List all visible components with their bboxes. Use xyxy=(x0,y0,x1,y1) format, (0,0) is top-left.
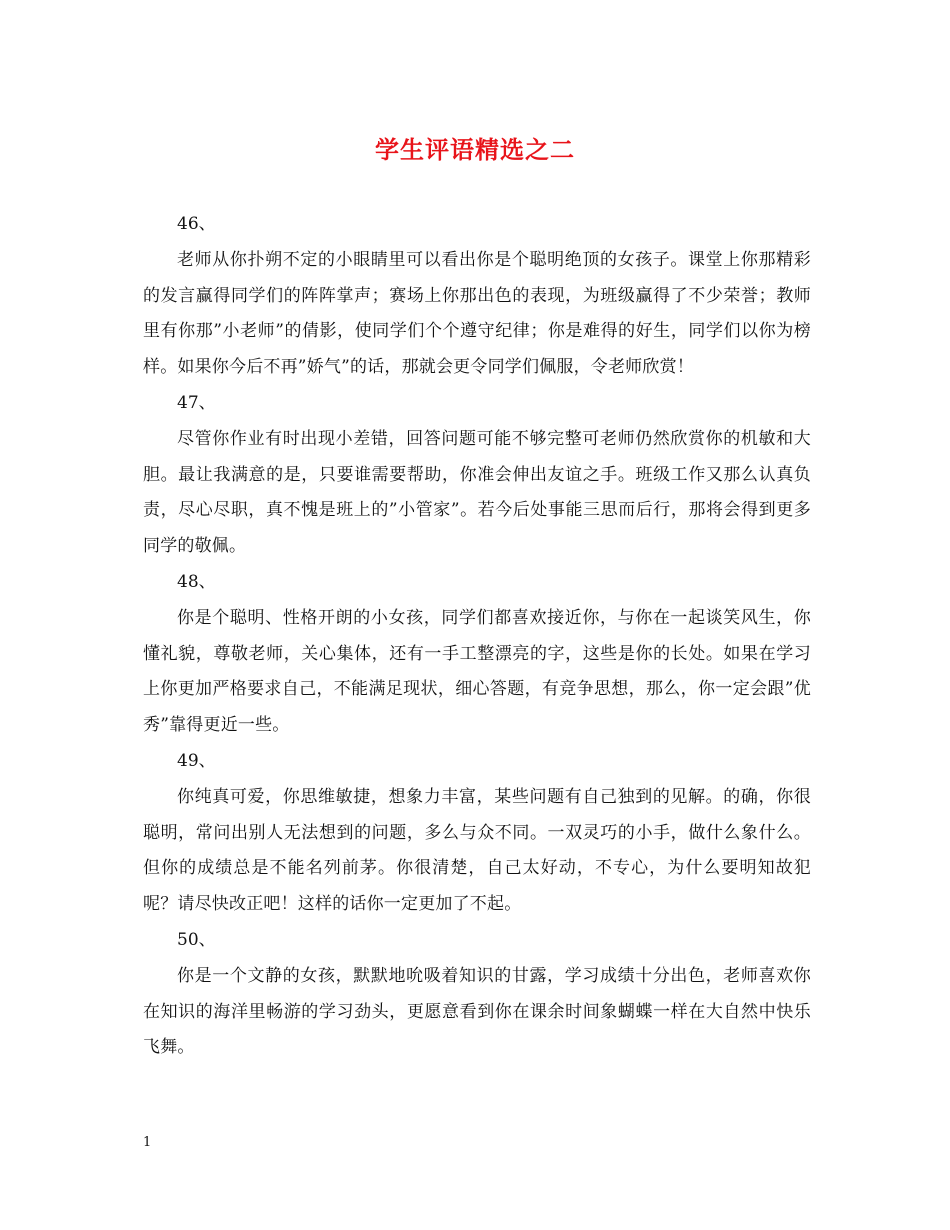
page-title: 学生评语精选之二 xyxy=(375,136,575,164)
entry-number: 46、 xyxy=(177,214,216,234)
entry-text: 尽管你作业有时出现小差错，回答问题可能不够完整可老师仍然欣赏你的机敏和大胆。最让我满意的是，只要谁需要帮助，你准会伸出友谊之手。班级工作又那么认真负责，尽心尽职，真不愧是班上的”小管家”。若今后处事能三思而后行，那将会得到更多同学的敬佩。 xyxy=(143,428,811,557)
entry-number: 50、 xyxy=(177,929,216,950)
entry-49 xyxy=(143,744,811,923)
entry-48 xyxy=(143,565,811,744)
entry-50 xyxy=(143,923,811,1066)
entry-number: 49、 xyxy=(177,750,216,771)
entry-number: 48、 xyxy=(177,571,216,592)
document-body xyxy=(143,207,811,1066)
entry-47 xyxy=(143,386,811,565)
entry-text: 你是个聪明、性格开朗的小女孩，同学们都喜欢接近你，与你在一起谈笑风生，你懂礼貌，尊敬老师，关心集体，还有一手工整漂亮的字，这些是你的长处。如果在学习上你更加严格要求自己，不能满足现状，细心答题，有竞争思想，那么，你一定会跟”优秀”靠得更近一些。 xyxy=(143,607,811,736)
entry-text: 你是一个文静的女孩，默默地吮吸着知识的甘露，学习成绩十分出色，老师喜欢你在知识的海洋里畅游的学习劲头，更愿意看到你在课余时间象蝴蝶一样在大自然中快乐飞舞。 xyxy=(143,965,811,1058)
entry-text: 你纯真可爱，你思维敏捷，想象力丰富，某些问题有自己独到的见解。的确，你很聪明，常问出别人无法想到的问题，多么与众不同。一双灵巧的小手，做什么象什么。但你的成绩总是不能名列前茅。你很清楚，自己太好动，不专心，为什么要明知故犯呢？请尽快改正吧！这样的话你一定更加了不起。 xyxy=(143,786,811,915)
page-number: 1 xyxy=(143,1135,152,1150)
entry-text: 老师从你扑朔不定的小眼睛里可以看出你是个聪明绝顶的女孩子。课堂上你那精彩的发言赢得同学们的阵阵掌声；赛场上你那出色的表现，为班级赢得了不少荣誉；教师里有你那”小老师”的倩影，使同学们个个遵守纪律；你是难得的好生，同学们以你为榜样。如果你今后不再”娇气”的话，那就会更令同学们佩服，令老师欣赏！ xyxy=(143,249,811,378)
entry-46 xyxy=(143,207,811,386)
entry-number: 47、 xyxy=(177,392,216,413)
